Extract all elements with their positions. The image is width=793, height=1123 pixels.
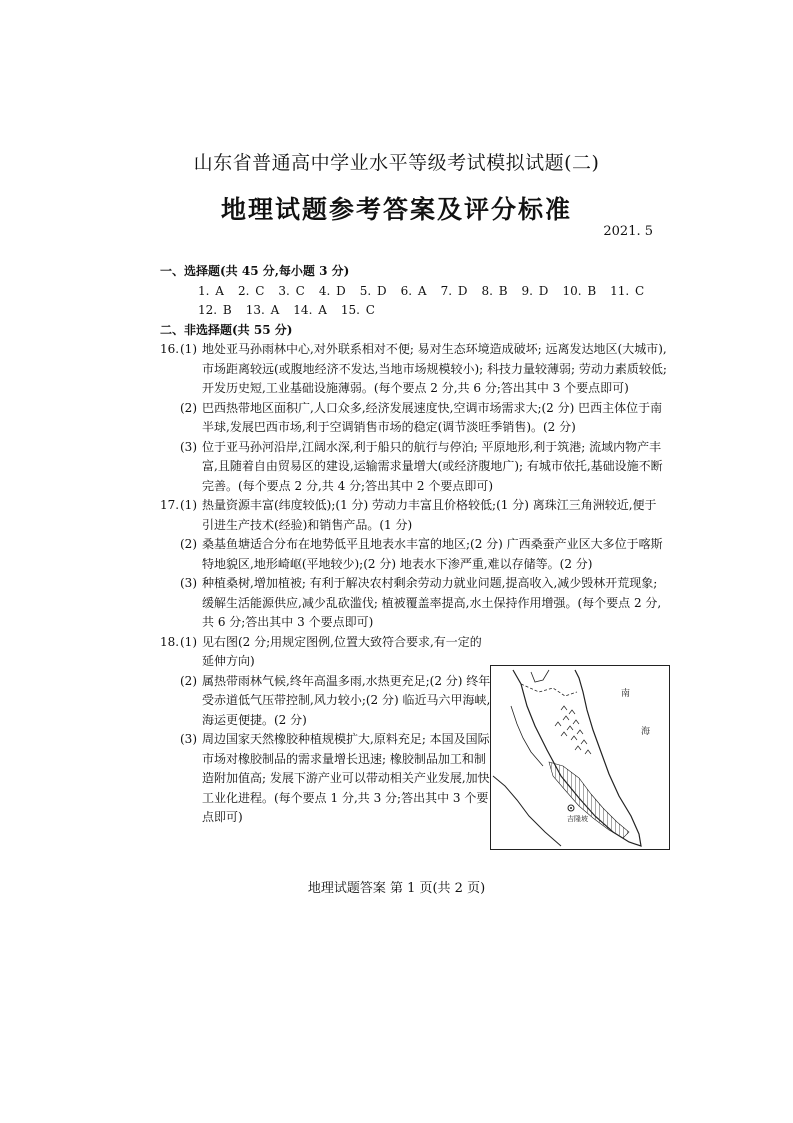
question-number: 16. [160, 342, 180, 356]
map-drawing [491, 666, 669, 849]
choice-answer: 5. D [359, 283, 387, 298]
part-label: (3) [180, 576, 197, 590]
question-17 [160, 496, 668, 633]
document-date: 2021. 5 [603, 224, 653, 239]
choice-answer: 6. A [400, 283, 427, 298]
border-line [531, 670, 549, 682]
rubber-zone [549, 762, 629, 838]
question-17-part-2 [180, 535, 668, 574]
sea-label-nan: 南 [621, 689, 631, 699]
choice-answer: 4. D [318, 283, 346, 298]
question-16-part-1 [180, 340, 668, 399]
choice-answer: 10. B [562, 283, 597, 298]
section1-heading: 一、选择题(共 45 分,每小题 3 分) [160, 264, 350, 278]
choice-answer: 13. A [245, 303, 280, 317]
part-answer: 见右图(2 分;用规定图例,位置大致符合要求,有一定的延伸方向) [202, 634, 482, 668]
question-16 [160, 340, 668, 496]
west-coast [511, 706, 543, 766]
question-18-part-1 [180, 633, 492, 672]
choice-answer: 1. A [198, 283, 224, 298]
choice-answer: 9. D [521, 283, 549, 298]
page-footer: 地理试题答案 第 1 页(共 2 页) [307, 881, 486, 896]
part-answer: 桑基鱼塘适合分布在地势低平且地表水丰富的地区;(2 分) 广西桑蚕产业区大多位于喀斯特地貌区,地形崎岖(平地较少);(2 分) 地表水下渗严重,难以存储等。(2 分) [202, 537, 663, 571]
answer-content [160, 262, 668, 828]
part-answer: 热量资源丰富(纬度较低);(1 分) 劳动力丰富且价格较低;(1 分) 离珠江三角洲较近,便于引进生产技术(经验)和销售产品。(1 分) [202, 498, 657, 532]
choice-answer: 2. C [237, 283, 265, 298]
part-answer: 位于亚马孙河沿岸,江阔水深,利于船只的航行与停泊; 平原地形,利于筑港; 流域内物产丰富,且随着自由贸易区的建设,运输需求量增大(或经济腹地广); 有城市依托,基础设施不断完善。(每个要点 2 分,共 4 分;答出其中 2 个要点即可) [202, 439, 663, 493]
question-18-part-3 [180, 730, 492, 828]
question-17-part-3 [180, 574, 668, 633]
part-label: (1) [180, 498, 197, 512]
choice-answer: 12. B [198, 303, 232, 317]
choice-answer: 3. C [278, 283, 305, 298]
choice-answer: 14. A [293, 303, 327, 317]
part-answer: 属热带雨林气候,终年高温多雨,水热更充足;(2 分) 终年受赤道低气压带控制,风力较小;(2 分) 临近马六甲海峡,海运更便捷。(2 分) [202, 673, 491, 727]
choice-answer: 7. D [440, 283, 468, 298]
part-answer: 周边国家天然橡胶种植规模扩大,原料充足; 本国及国际市场对橡胶制品的需求量增长迅速; 橡胶制品加工和制造附加值高; 发展下游产业可以带动相关产业发展,加快工业化进程。(每个要点 1 分,共 3 分;答出其中 3 个要点即可) [202, 732, 490, 824]
question-18 [160, 633, 492, 828]
city-marker-dot [570, 807, 572, 809]
question-number: 18. [160, 634, 180, 649]
part-answer: 巴西热带地区面积广,人口众多,经济发展速度快,空调市场需求大;(2 分) 巴西主体位于南半球,发展巴西市场,利于空调销售市场的稳定(调节淡旺季销售)。(2 分) [202, 400, 663, 434]
exam-title: 山东省普通高中学业水平等级考试模拟试题(二) [193, 152, 600, 174]
part-label: (2) [180, 400, 197, 415]
question-17-part-1 [180, 496, 668, 535]
section2-heading: 二、非选择题(共 55 分) [160, 322, 293, 337]
city-label: 吉隆坡 [567, 815, 588, 823]
part-label: (1) [180, 342, 197, 356]
border-line [521, 684, 577, 696]
sumatra-coast [493, 776, 561, 846]
question-16-part-2 [180, 399, 668, 438]
document-title: 地理试题参考答案及评分标准 [220, 195, 572, 224]
mountain-symbols [555, 706, 591, 754]
part-label: (1) [180, 634, 197, 649]
choice-answer: 11. C [610, 283, 645, 298]
part-label: (3) [180, 439, 197, 454]
part-answer: 地处亚马孙雨林中心,对外联系相对不便; 易对生态环境造成破坏; 远离发达地区(大城市),市场距离较远(或腹地经济不发达,当地市场规模较小); 科技力量较薄弱; 劳动力素质较低; 开发历史短,工业基础设施薄弱。(每个要点 2 分,共 6 分;答出其中 3 个要点即可) [202, 342, 667, 395]
part-label: (2) [180, 537, 197, 551]
sea-label-hai: 海 [641, 727, 651, 737]
part-label: (2) [180, 673, 197, 688]
malay-peninsula-map [490, 665, 670, 850]
choice-answer: 15. C [340, 303, 375, 317]
choice-answers [160, 282, 668, 321]
question-number: 17. [160, 498, 180, 512]
part-answer: 种植桑树,增加植被; 有利于解决农村剩余劳动力就业问题,提高收入,减少毁林开荒现象; 缓解生活能源供应,减少乱砍滥伐; 植被覆盖率提高,水土保持作用增强。(每个要点 2 分,共 6 分;答出其中 3 个要点即可) [202, 576, 662, 629]
question-16-part-3 [180, 438, 668, 497]
choice-answer: 8. B [481, 283, 508, 298]
part-label: (3) [180, 732, 197, 746]
question-18-part-2 [180, 672, 492, 731]
